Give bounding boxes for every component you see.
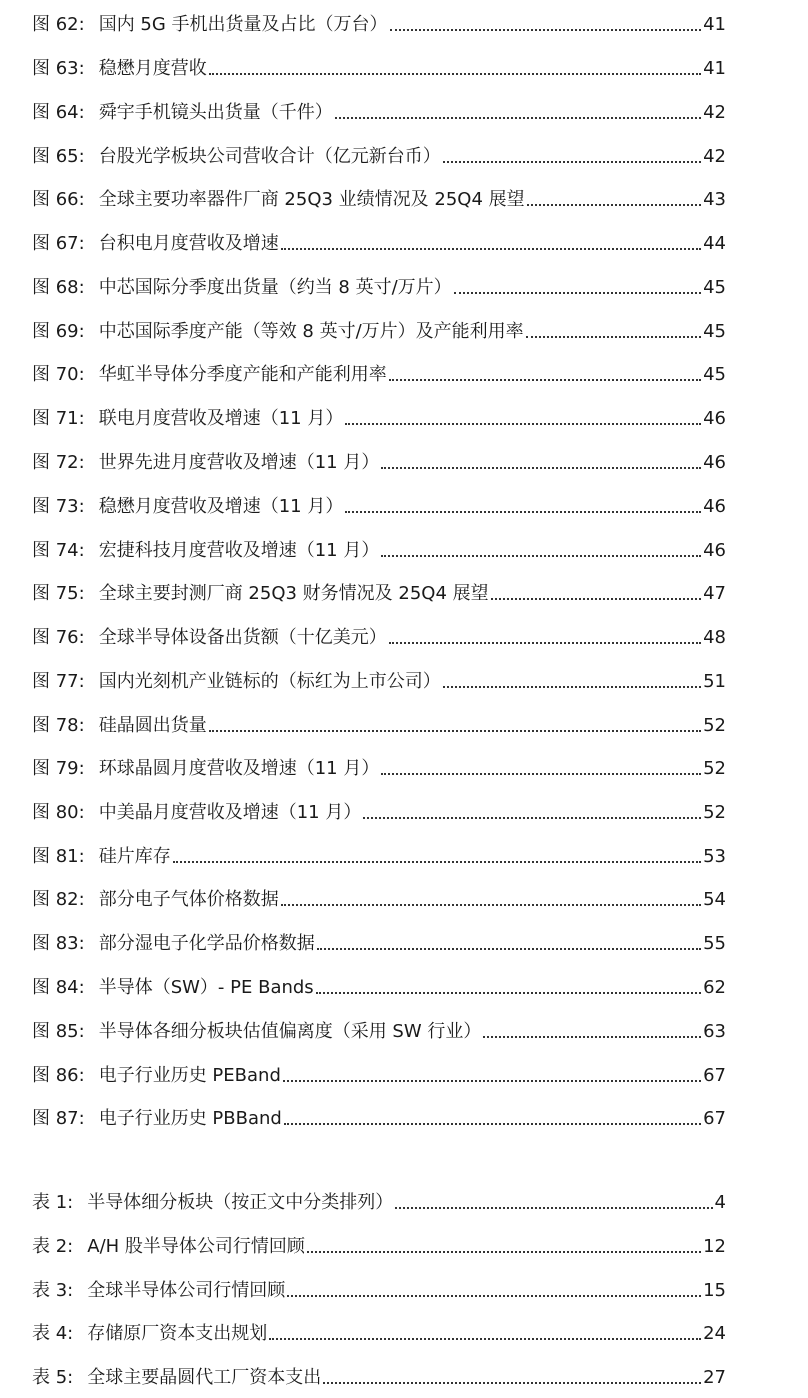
entry-page-number: 45 — [703, 277, 726, 298]
dot-leader — [287, 1295, 701, 1297]
dot-leader — [483, 1036, 701, 1038]
toc-entry-figure-74[interactable] — [32, 532, 726, 562]
entry-title: 世界先进月度营收及增速（11 月） — [98, 452, 380, 473]
entry-page-number: 52 — [703, 715, 726, 736]
entry-title: 中芯国际分季度出货量（约当 8 英寸/万片） — [98, 277, 452, 298]
entry-title: 联电月度营收及增速（11 月） — [98, 408, 344, 429]
toc-entry-figure-83[interactable] — [32, 925, 726, 955]
dot-leader — [389, 642, 701, 644]
dot-leader — [381, 467, 701, 469]
entry-label: 图 75: — [32, 583, 85, 604]
dot-leader — [269, 1338, 701, 1340]
entry-page-number: 43 — [703, 189, 726, 210]
entry-title: 半导体（SW）- PE Bands — [98, 977, 314, 998]
entry-page-number: 55 — [703, 933, 726, 954]
entry-label: 图 65: — [32, 146, 85, 167]
dot-leader — [283, 1080, 701, 1082]
entry-label: 图 80: — [32, 802, 85, 823]
entry-page-number: 46 — [703, 452, 726, 473]
dot-leader — [281, 248, 701, 250]
entry-label: 图 78: — [32, 715, 85, 736]
entry-label: 图 85: — [32, 1021, 85, 1042]
toc-entry-figure-66[interactable] — [32, 181, 726, 211]
entry-title: 部分湿电子化学品价格数据 — [98, 933, 315, 954]
entry-label: 表 2: — [32, 1236, 74, 1257]
entry-label: 图 74: — [32, 540, 85, 561]
entry-title: 全球主要晶圆代工厂资本支出 — [87, 1367, 322, 1388]
dot-leader — [335, 117, 701, 119]
entry-page-number: 44 — [703, 233, 726, 254]
dot-leader — [443, 686, 701, 688]
entry-page-number: 46 — [703, 540, 726, 561]
dot-leader — [307, 1251, 701, 1253]
toc-entry-figure-69[interactable] — [32, 313, 726, 343]
entry-label: 图 69: — [32, 321, 85, 342]
dot-leader — [381, 555, 701, 557]
entry-title: 硅晶圆出货量 — [98, 715, 207, 736]
entry-label: 图 79: — [32, 758, 85, 779]
entry-title: 稳懋月度营收 — [98, 58, 207, 79]
entry-page-number: 42 — [703, 146, 726, 167]
dot-leader — [491, 598, 701, 600]
toc-entry-table-5[interactable] — [32, 1359, 726, 1389]
entry-label: 图 77: — [32, 671, 85, 692]
dot-leader — [345, 423, 701, 425]
toc-entry-figure-86[interactable] — [32, 1057, 726, 1087]
entry-label: 表 4: — [32, 1323, 74, 1344]
toc-entry-figure-64[interactable] — [32, 94, 726, 124]
entry-label: 图 72: — [32, 452, 85, 473]
entry-title: 电子行业历史 PBBand — [98, 1108, 282, 1129]
toc-entry-figure-78[interactable] — [32, 707, 726, 737]
entry-label: 图 86: — [32, 1065, 85, 1086]
entry-page-number: 63 — [703, 1021, 726, 1042]
entry-label: 图 76: — [32, 627, 85, 648]
toc-entry-figure-68[interactable] — [32, 269, 726, 299]
toc-entry-figure-67[interactable] — [32, 225, 726, 255]
entry-title: A/H 股半导体公司行情回顾 — [87, 1236, 305, 1257]
entry-title: 存储原厂资本支出规划 — [87, 1323, 268, 1344]
dot-leader — [173, 861, 701, 863]
dot-leader — [390, 29, 702, 31]
entry-label: 图 71: — [32, 408, 85, 429]
toc-entry-figure-80[interactable] — [32, 794, 726, 824]
entry-label: 图 82: — [32, 889, 85, 910]
entry-title: 舜宇手机镜头出货量（千件） — [98, 102, 333, 123]
toc-entry-table-1[interactable] — [32, 1184, 726, 1214]
entry-page-number: 45 — [703, 364, 726, 385]
toc-entry-figure-65[interactable] — [32, 138, 726, 168]
entry-page-number: 52 — [703, 758, 726, 779]
dot-leader — [454, 292, 701, 294]
entry-title: 华虹半导体分季度产能和产能利用率 — [98, 364, 387, 385]
entry-page-number: 41 — [703, 14, 726, 35]
toc-entry-figure-87[interactable] — [32, 1100, 726, 1130]
entry-title: 全球主要封测厂商 25Q3 财务情况及 25Q4 展望 — [98, 583, 489, 604]
entry-label: 图 84: — [32, 977, 85, 998]
toc-entry-figure-82[interactable] — [32, 881, 726, 911]
entry-label: 图 67: — [32, 233, 85, 254]
dot-leader — [443, 161, 701, 163]
dot-leader — [281, 904, 701, 906]
dot-leader — [209, 73, 701, 75]
toc-entry-figure-71[interactable] — [32, 400, 726, 430]
toc-entry-figure-62[interactable] — [32, 6, 726, 36]
dot-leader — [284, 1123, 701, 1125]
entry-title: 半导体各细分板块估值偏离度（采用 SW 行业） — [98, 1021, 482, 1042]
entry-title: 中芯国际季度产能（等效 8 英寸/万片）及产能利用率 — [98, 321, 524, 342]
entry-title: 硅片库存 — [98, 846, 171, 867]
dot-leader — [323, 1382, 701, 1384]
entry-title: 宏捷科技月度营收及增速（11 月） — [98, 540, 380, 561]
entry-label: 图 70: — [32, 364, 85, 385]
toc-entry-figure-63[interactable] — [32, 50, 726, 80]
entry-page-number: 46 — [703, 408, 726, 429]
entry-title: 全球主要功率器件厂商 25Q3 业绩情况及 25Q4 展望 — [98, 189, 525, 210]
toc-entry-figure-75[interactable] — [32, 575, 726, 605]
toc-entry-figure-72[interactable] — [32, 444, 726, 474]
entry-page-number: 12 — [703, 1236, 726, 1257]
entry-page-number: 24 — [703, 1323, 726, 1344]
entry-page-number: 4 — [714, 1192, 726, 1213]
dot-leader — [317, 948, 701, 950]
entry-page-number: 42 — [703, 102, 726, 123]
entry-label: 图 66: — [32, 189, 85, 210]
entry-page-number: 52 — [703, 802, 726, 823]
entry-page-number: 67 — [703, 1065, 726, 1086]
toc-entry-figure-70[interactable] — [32, 356, 726, 386]
dot-leader — [395, 1207, 712, 1209]
dot-leader — [381, 773, 701, 775]
toc-entry-figure-76[interactable] — [32, 619, 726, 649]
entry-label: 图 63: — [32, 58, 85, 79]
entry-page-number: 48 — [703, 627, 726, 648]
toc-entry-figure-84[interactable] — [32, 969, 726, 999]
dot-leader — [316, 992, 701, 994]
toc-entry-figure-77[interactable] — [32, 663, 726, 693]
entry-title: 电子行业历史 PEBand — [98, 1065, 281, 1086]
dot-leader — [527, 204, 701, 206]
dot-leader — [389, 379, 701, 381]
entry-title: 全球半导体公司行情回顾 — [87, 1280, 286, 1301]
entry-page-number: 27 — [703, 1367, 726, 1388]
toc-entry-table-4[interactable] — [32, 1315, 726, 1345]
toc-entry-figure-79[interactable] — [32, 750, 726, 780]
dot-leader — [345, 511, 701, 513]
entry-title: 国内 5G 手机出货量及占比（万台） — [98, 14, 388, 35]
toc-entry-figure-81[interactable] — [32, 838, 726, 868]
entry-page-number: 47 — [703, 583, 726, 604]
dot-leader — [526, 336, 701, 338]
entry-title: 台股光学板块公司营收合计（亿元新台币） — [98, 146, 441, 167]
dot-leader — [209, 730, 701, 732]
entry-title: 中美晶月度营收及增速（11 月） — [98, 802, 362, 823]
entry-label: 图 68: — [32, 277, 85, 298]
entry-label: 表 1: — [32, 1192, 74, 1213]
entry-page-number: 46 — [703, 496, 726, 517]
entry-page-number: 54 — [703, 889, 726, 910]
entry-page-number: 45 — [703, 321, 726, 342]
entry-page-number: 53 — [703, 846, 726, 867]
entry-page-number: 67 — [703, 1108, 726, 1129]
entry-title: 环球晶圆月度营收及增速（11 月） — [98, 758, 380, 779]
entry-label: 图 64: — [32, 102, 85, 123]
entry-page-number: 15 — [703, 1280, 726, 1301]
entry-title: 半导体细分板块（按正文中分类排列） — [87, 1192, 394, 1213]
entry-label: 表 3: — [32, 1280, 74, 1301]
entry-label: 图 62: — [32, 14, 85, 35]
entry-title: 稳懋月度营收及增速（11 月） — [98, 496, 344, 517]
dot-leader — [363, 817, 701, 819]
entry-title: 全球半导体设备出货额（十亿美元） — [98, 627, 387, 648]
entry-title: 国内光刻机产业链标的（标红为上市公司） — [98, 671, 441, 692]
entry-label: 图 83: — [32, 933, 85, 954]
entry-label: 图 81: — [32, 846, 85, 867]
entry-label: 表 5: — [32, 1367, 74, 1388]
entry-page-number: 41 — [703, 58, 726, 79]
entry-label: 图 87: — [32, 1108, 85, 1129]
toc-entry-figure-73[interactable] — [32, 488, 726, 518]
entry-title: 部分电子气体价格数据 — [98, 889, 279, 910]
entry-title: 台积电月度营收及增速 — [98, 233, 279, 254]
entry-page-number: 62 — [703, 977, 726, 998]
entry-page-number: 51 — [703, 671, 726, 692]
toc-entry-table-3[interactable] — [32, 1272, 726, 1302]
entry-label: 图 73: — [32, 496, 85, 517]
toc-entry-figure-85[interactable] — [32, 1013, 726, 1043]
toc-entry-table-2[interactable] — [32, 1228, 726, 1258]
